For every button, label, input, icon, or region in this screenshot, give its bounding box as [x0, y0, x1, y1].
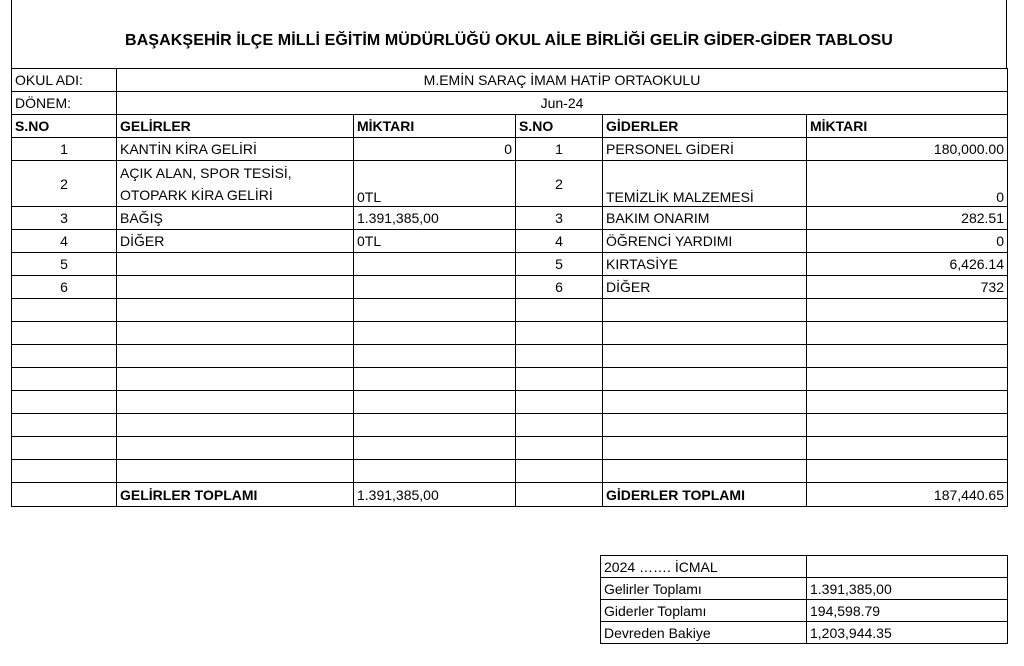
row-sno: 2 [12, 161, 117, 207]
icmal-row [601, 578, 1008, 600]
title-area [11, 0, 1007, 68]
row-expense: TEMİZLİK MALZEMESİ [603, 161, 807, 207]
icmal-label: Gelirler Toplamı [601, 578, 807, 600]
row-sno2: 5 [516, 253, 603, 276]
header-income-amount: MİKTARI [354, 115, 516, 138]
empty-row [12, 460, 1008, 483]
row-expense-amount: 732 [807, 276, 1008, 299]
table-row [12, 207, 1008, 230]
row-income: DİĞER [117, 230, 354, 253]
expense-total-label: GİDERLER TOPLAMI [603, 483, 807, 507]
period-label: DÖNEM: [12, 92, 117, 115]
school-row [12, 69, 1008, 92]
icmal-title-row [601, 556, 1008, 578]
header-expense: GİDERLER [603, 115, 807, 138]
row-expense-amount: 6,426.14 [807, 253, 1008, 276]
row-income-amount: 0TL [354, 230, 516, 253]
row-income-amount: 0TL [354, 161, 516, 207]
row-sno: 5 [12, 253, 117, 276]
row-income-line1: AÇIK ALAN, SPOR TESİSİ, [120, 164, 292, 181]
row-expense: KIRTASİYE [603, 253, 807, 276]
row-income [117, 253, 354, 276]
row-sno2: 1 [516, 138, 603, 161]
row-sno2: 2 [516, 161, 603, 207]
icmal-summary-table [600, 555, 1008, 644]
icmal-value: 194,598.79 [807, 600, 1008, 622]
row-sno: 6 [12, 276, 117, 299]
row-sno2: 3 [516, 207, 603, 230]
empty-row [12, 368, 1008, 391]
empty-row [12, 414, 1008, 437]
income-total-label: GELİRLER TOPLAMI [117, 483, 354, 507]
icmal-row [601, 600, 1008, 622]
page-title: BAŞAKŞEHİR İLÇE MİLLİ EĞİTİM MÜDÜRLÜĞÜ OKUL AİLE BİRLİĞİ GELİR GİDER-GİDER TABLOSU [125, 32, 893, 49]
icmal-label: Giderler Toplamı [601, 600, 807, 622]
school-label: OKUL ADI: [12, 69, 117, 92]
row-expense-amount: 0 [807, 161, 1008, 207]
expense-total-value: 187,440.65 [807, 483, 1008, 507]
header-income: GELİRLER [117, 115, 354, 138]
table-row [12, 230, 1008, 253]
row-income-amount [354, 276, 516, 299]
period-row [12, 92, 1008, 115]
row-income: KANTİN KİRA GELİRİ [117, 138, 354, 161]
row-income-amount: 1.391,385,00 [354, 207, 516, 230]
table-row [12, 138, 1008, 161]
icmal-value: 1,203,944.35 [807, 622, 1008, 644]
empty-row [12, 391, 1008, 414]
row-income-amount [354, 253, 516, 276]
row-expense: BAKIM ONARIM [603, 207, 807, 230]
empty-row [12, 299, 1008, 322]
table-row [12, 253, 1008, 276]
icmal-label: Devreden Bakiye [601, 622, 807, 644]
row-income: BAĞIŞ [117, 207, 354, 230]
icmal-title: 2024 ……. İCMAL [601, 556, 807, 578]
row-income [117, 276, 354, 299]
school-name: M.EMİN SARAÇ İMAM HATİP ORTAOKULU [117, 69, 1008, 92]
row-expense: PERSONEL GİDERİ [603, 138, 807, 161]
row-income-line2: OTOPARK KİRA GELİRİ [120, 186, 273, 203]
table-row [12, 161, 1008, 207]
row-income-amount: 0 [354, 138, 516, 161]
empty-row [12, 437, 1008, 460]
icmal-value: 1.391,385,00 [807, 578, 1008, 600]
table-row [12, 276, 1008, 299]
row-expense: DİĞER [603, 276, 807, 299]
icmal-row [601, 622, 1008, 644]
header-row [12, 115, 1008, 138]
row-income [117, 161, 354, 207]
row-sno2: 4 [516, 230, 603, 253]
row-sno: 1 [12, 138, 117, 161]
row-sno: 4 [12, 230, 117, 253]
row-expense-amount: 180,000.00 [807, 138, 1008, 161]
header-sno: S.NO [12, 115, 117, 138]
row-expense-amount: 282.51 [807, 207, 1008, 230]
totals-row [12, 483, 1008, 507]
empty-row [12, 345, 1008, 368]
header-expense-amount: MİKTARI [807, 115, 1008, 138]
row-sno2: 6 [516, 276, 603, 299]
row-sno: 3 [12, 207, 117, 230]
row-expense-amount: 0 [807, 230, 1008, 253]
row-expense: ÖĞRENCİ YARDIMI [603, 230, 807, 253]
income-expense-table [11, 68, 1008, 507]
income-total-value: 1.391,385,00 [354, 483, 516, 507]
empty-row [12, 322, 1008, 345]
header-sno2: S.NO [516, 115, 603, 138]
period-value: Jun-24 [117, 92, 1008, 115]
